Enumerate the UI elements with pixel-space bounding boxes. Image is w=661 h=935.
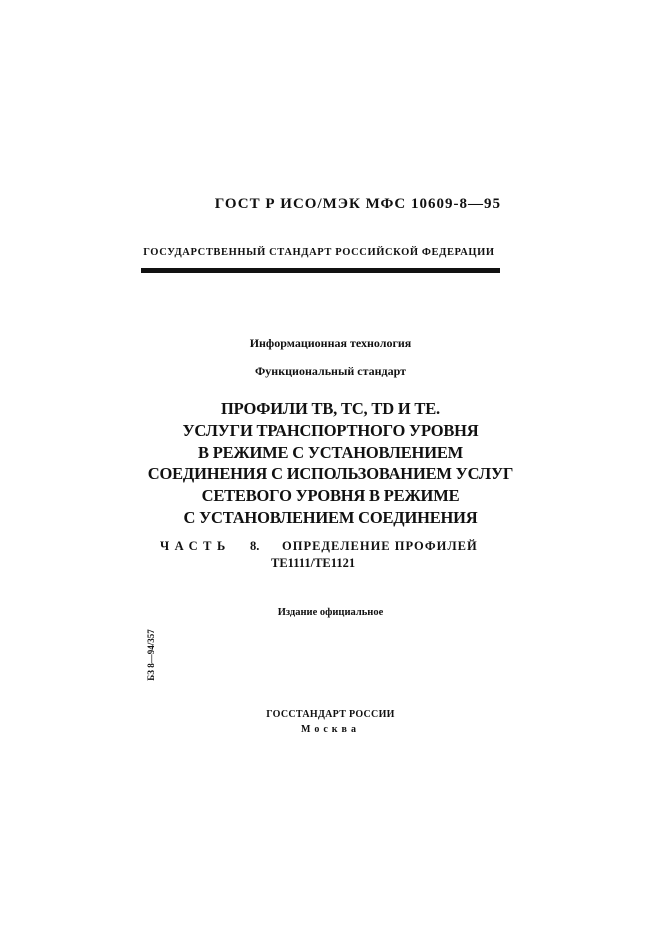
title-line: СЕТЕВОГО УРОВНЯ В РЕЖИМЕ xyxy=(201,486,460,506)
side-catalog-note: БЗ 8—94/357 xyxy=(146,629,156,681)
title-line: УСЛУГИ ТРАНСПОРТНОГО УРОВНЯ xyxy=(182,420,479,440)
standard-code: ГОСТ Р ИСО/МЭК МФС 10609-8—95 xyxy=(214,196,501,212)
subject-area: Информационная технология xyxy=(249,336,412,350)
part-code: ТЕ1111/ТЕ1121 xyxy=(271,556,356,570)
part-number: 8. xyxy=(250,539,260,553)
publication-city: Москва xyxy=(301,724,360,735)
title-line: ПРОФИЛИ ТВ, ТС, TD И ТЕ. xyxy=(221,399,440,418)
part-label: ЧАСТЬ xyxy=(160,539,231,553)
title-line: СОЕДИНЕНИЯ С ИСПОЛЬЗОВАНИЕМ УСЛУГ xyxy=(147,464,514,484)
document-title xyxy=(100,398,561,529)
standard-type: Функциональный стандарт xyxy=(254,364,407,378)
publisher: ГОССТАНДАРТ РОССИИ xyxy=(266,709,395,720)
state-standard-heading: ГОСУДАРСТВЕННЫЙ СТАНДАРТ РОССИЙСКОЙ ФЕДЕРАЦИИ xyxy=(143,247,495,258)
title-line: В РЕЖИМЕ С УСТАНОВЛЕНИЕМ xyxy=(197,442,464,462)
title-line: С УСТАНОВЛЕНИЕМ СОЕДИНЕНИЯ xyxy=(183,507,478,527)
part-title: ОПРЕДЕЛЕНИЕ ПРОФИЛЕЙ xyxy=(282,539,478,553)
edition-note: Издание официальное xyxy=(277,607,384,618)
header-rule xyxy=(141,268,500,273)
